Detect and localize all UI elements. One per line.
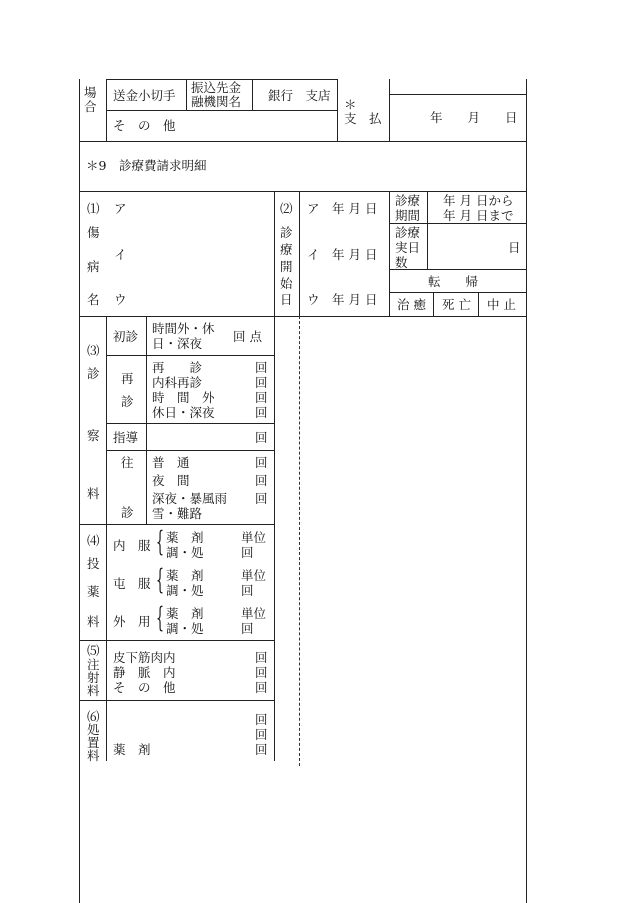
- pay-vline-2: [186, 79, 187, 110]
- disease-vert-1: 傷: [87, 225, 100, 240]
- transfer-label-1: 振込先金: [191, 80, 242, 95]
- med-row3-unit2: 回: [241, 621, 254, 636]
- first-visit-text-1: 時間外・休: [152, 321, 215, 336]
- exam-num: ⑶: [87, 343, 100, 358]
- revisit-vert-1: 再: [121, 371, 134, 386]
- home-visit-item-2: 夜 間: [152, 473, 190, 488]
- treat-item: 薬 剤: [113, 742, 151, 757]
- med-bottom: [79, 640, 274, 641]
- start-row-i: イ 年 月 日: [307, 247, 378, 262]
- first-visit-unit: 回 点: [233, 329, 262, 344]
- med-row3-unit1: 単位: [241, 606, 267, 621]
- other-label: そ の 他: [113, 118, 176, 133]
- revisit-item-1: 再 診: [152, 360, 203, 375]
- first-visit-label: 初診: [113, 329, 139, 344]
- left-border: [79, 79, 80, 903]
- disease-vline: [274, 191, 275, 761]
- revisit-item-4: 休日・深夜: [152, 405, 215, 420]
- med-row1-unit2: 回: [241, 545, 254, 560]
- period-line-1: [389, 223, 526, 224]
- treat-unit-3: 回: [255, 742, 268, 757]
- disease-item-a: ア: [114, 201, 127, 216]
- revisit-vert-2: 診: [121, 394, 134, 409]
- start-vert-3: 開: [280, 259, 293, 274]
- exam-bottom: [79, 524, 274, 525]
- start-num: ⑵: [280, 201, 293, 216]
- start-row-u: ウ 年 月 日: [307, 292, 378, 307]
- disease-item-u: ウ: [114, 292, 127, 307]
- start-vert-5: 日: [280, 292, 293, 307]
- first-visit-text-2: 日・深夜: [152, 336, 203, 351]
- treat-vert-1: 処: [87, 722, 100, 737]
- exam-inner-vline: [146, 316, 147, 524]
- home-visit-item-4: 雪・難路: [152, 506, 203, 521]
- payment-star: ＊: [344, 97, 357, 112]
- med-row1-item2: 調・処: [166, 545, 204, 560]
- med-vert-2: 薬: [87, 584, 100, 599]
- inj-vert-3: 料: [87, 683, 100, 698]
- treat-unit-1: 回: [255, 712, 268, 727]
- disease-vert-2: 病: [87, 259, 100, 274]
- payment-label: 支 払: [344, 111, 382, 126]
- exam-vert-1: 診: [87, 366, 100, 381]
- remit-label: 送金小切手: [113, 88, 176, 103]
- disease-vert-3: 名: [87, 292, 100, 307]
- revisit-unit-2: 回: [255, 375, 268, 390]
- inj-unit-3: 回: [255, 680, 268, 695]
- revisit-unit-3: 回: [255, 390, 268, 405]
- med-row2-unit2: 回: [241, 583, 254, 598]
- section9-title: ＊9 診療費請求明細: [86, 158, 207, 173]
- inj-num: ⑸: [87, 643, 100, 658]
- start-vert-2: 療: [280, 242, 293, 257]
- days-unit: 日: [508, 240, 521, 255]
- inj-unit-2: 回: [255, 665, 268, 680]
- treat-unit-2: 回: [255, 727, 268, 742]
- dashed-divider: [299, 316, 300, 766]
- med-row3-item2: 調・処: [166, 621, 204, 636]
- guidance-label: 指導: [113, 430, 139, 445]
- period-label-2: 期間: [395, 208, 421, 223]
- days-label-2: 実日: [395, 240, 421, 255]
- pay-vline-4: [337, 79, 338, 141]
- med-row1-item1: 薬 剤: [166, 530, 204, 545]
- exam-line-2: [106, 423, 274, 424]
- revisit-unit-4: 回: [255, 405, 268, 420]
- disease-item-i: イ: [114, 247, 127, 262]
- inj-vert-2: 射: [87, 670, 100, 685]
- bank-label: 銀行 支店: [268, 88, 331, 103]
- pay-line-3: [79, 141, 526, 142]
- pay-vline-3: [252, 79, 253, 110]
- period-line-3: [389, 292, 526, 293]
- exam-vert-2: 察: [87, 428, 100, 443]
- med-row2-brace: {: [156, 563, 165, 596]
- revisit-item-2: 内科再診: [152, 375, 203, 390]
- inj-item-3: そ の 他: [113, 680, 176, 695]
- outcome-cured: 治 癒: [397, 297, 426, 312]
- home-visit-vert-1: 往: [121, 455, 134, 470]
- right-border: [526, 79, 527, 903]
- days-label-3: 数: [395, 255, 408, 270]
- med-row2-item1: 薬 剤: [166, 568, 204, 583]
- days-label-1: 診療: [395, 225, 421, 240]
- inj-vert-1: 注: [87, 657, 100, 672]
- home-visit-vert-2: 診: [121, 505, 134, 520]
- guidance-unit: 回: [255, 430, 268, 445]
- exam-vert-3: 料: [87, 486, 100, 501]
- payment-date: 年 月 日: [430, 110, 518, 125]
- sec9-line: [79, 191, 526, 192]
- outcome-died: 死 亡: [442, 297, 471, 312]
- treat-vert-2: 置: [87, 735, 100, 750]
- revisit-unit-1: 回: [255, 360, 268, 375]
- treat-vert-3: 料: [87, 748, 100, 763]
- exam-vline: [106, 316, 107, 761]
- outcome-vline-2: [478, 292, 479, 316]
- exam-line-1: [106, 355, 274, 356]
- start-row-a: ア 年 月 日: [307, 201, 378, 216]
- treat-num: ⑹: [87, 709, 100, 724]
- med-vert-1: 投: [87, 556, 100, 571]
- home-visit-unit-2: 回: [255, 473, 268, 488]
- med-row2-item2: 調・処: [166, 583, 204, 598]
- inj-bottom: [79, 700, 274, 701]
- inj-unit-1: 回: [255, 650, 268, 665]
- revisit-item-3: 時 間 外: [152, 390, 215, 405]
- med-num: ⑷: [87, 533, 100, 548]
- med-row1-brace: {: [156, 525, 165, 558]
- period-vline: [389, 191, 390, 316]
- start-vert-1: 診: [280, 225, 293, 240]
- med-row1-unit1: 単位: [241, 530, 267, 545]
- med-row3-brace: {: [156, 601, 165, 634]
- med-row1-label: 内 服: [113, 538, 151, 553]
- period-to: 年 月 日まで: [443, 208, 514, 223]
- med-row3-item1: 薬 剤: [166, 606, 204, 621]
- place-label: 場合: [84, 85, 97, 114]
- pay-vline-5: [389, 79, 390, 141]
- pay-line-4: [389, 94, 526, 95]
- start-vert-4: 始: [280, 276, 293, 291]
- outcome-vline-1: [433, 292, 434, 316]
- med-row3-label: 外 用: [113, 614, 151, 629]
- home-visit-unit-3: 回: [255, 491, 268, 506]
- disease-num: ⑴: [87, 201, 100, 216]
- outcome-label: 転 帰: [428, 274, 479, 289]
- transfer-label-2: 融機関名: [191, 94, 242, 109]
- inj-item-1: 皮下筋肉内: [113, 650, 176, 665]
- inj-item-2: 静 脈 内: [113, 665, 176, 680]
- home-visit-unit-1: 回: [255, 455, 268, 470]
- exam-line-3: [106, 450, 274, 451]
- period-vline-2: [427, 191, 428, 269]
- med-row2-unit1: 単位: [241, 568, 267, 583]
- med-row2-label: 屯 服: [113, 576, 151, 591]
- pay-vline-1: [106, 79, 107, 141]
- period-from: 年 月 日から: [443, 193, 514, 208]
- med-vert-3: 料: [87, 614, 100, 629]
- pay-line-2: [106, 110, 337, 111]
- period-label-1: 診療: [395, 193, 421, 208]
- start-vline: [299, 191, 300, 316]
- outcome-stopped: 中 止: [487, 297, 516, 312]
- period-line-2: [389, 269, 526, 270]
- home-visit-item-1: 普 通: [152, 455, 190, 470]
- home-visit-item-3: 深夜・暴風雨: [152, 491, 228, 506]
